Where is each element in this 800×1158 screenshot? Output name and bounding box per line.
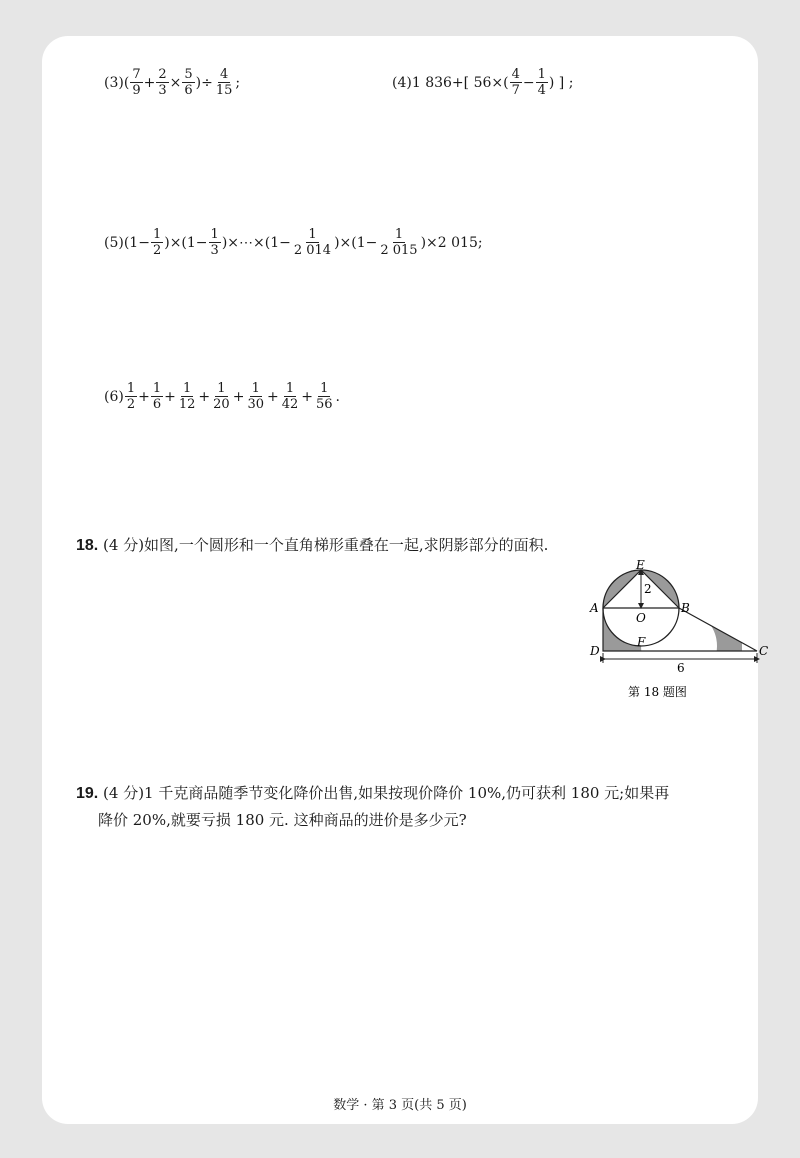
- label-f: F: [637, 635, 646, 649]
- fraction: [125, 382, 137, 411]
- label-radius: 2: [644, 582, 652, 596]
- problem-4: [392, 68, 573, 97]
- fraction: [130, 68, 142, 97]
- question-number: 18.: [76, 537, 99, 554]
- denominator: 2 014: [293, 243, 332, 258]
- expression-text: 1 836+[ 56×(: [411, 74, 509, 91]
- operator: ×: [169, 74, 182, 91]
- fraction: [151, 228, 163, 257]
- operator: +: [232, 388, 245, 405]
- problem-5-label: (5): [104, 234, 124, 251]
- numerator: 1: [152, 381, 162, 396]
- fraction: [182, 68, 194, 97]
- label-base: 6: [677, 661, 685, 675]
- numerator: 1: [251, 381, 260, 396]
- expression-text: (1−: [123, 234, 150, 251]
- operator: −: [522, 74, 535, 91]
- denominator: 12: [178, 397, 196, 412]
- problem-6-label: (6): [104, 388, 124, 405]
- exam-page: [42, 36, 769, 1124]
- problem-3: [104, 68, 240, 97]
- fraction: [245, 382, 266, 411]
- fraction: [211, 382, 232, 411]
- operator: +: [301, 388, 313, 405]
- fraction: [214, 68, 235, 97]
- operator: +: [143, 74, 156, 91]
- figure-caption: 第 18 题图: [628, 685, 687, 699]
- operator: +: [198, 388, 211, 405]
- page-footer: 数学 · 第 3 页(共 5 页): [333, 1098, 467, 1113]
- operator: )÷: [195, 74, 213, 91]
- label-d: D: [590, 644, 600, 658]
- problem-3-label: (3): [104, 74, 124, 91]
- problem-5: [104, 228, 483, 257]
- numerator: 1: [217, 381, 226, 396]
- fraction: [209, 228, 221, 257]
- question-19: [76, 780, 669, 833]
- fraction: [536, 68, 548, 97]
- denominator: 2: [152, 243, 162, 258]
- denominator: 2: [126, 397, 136, 412]
- fraction: [510, 68, 522, 97]
- denominator: 3: [210, 243, 219, 258]
- denominator: 3: [158, 83, 167, 98]
- numerator: 1: [210, 227, 219, 242]
- denominator: 9: [132, 83, 141, 98]
- label-b: B: [681, 601, 690, 615]
- denominator: 7: [511, 83, 520, 98]
- fraction: [156, 68, 168, 97]
- numerator: 1: [394, 227, 404, 242]
- expression-text: )×2 015;: [420, 234, 483, 251]
- label-e: E: [636, 558, 645, 572]
- denominator: 4: [537, 83, 546, 98]
- expression-text: ) ] ;: [548, 74, 574, 91]
- operator: +: [138, 388, 150, 405]
- punctuation: .: [335, 388, 340, 405]
- fraction: [280, 382, 301, 411]
- denominator: 2 015: [380, 243, 418, 258]
- expression-text: )×(1−: [164, 234, 208, 251]
- fraction: [292, 228, 333, 257]
- numerator: 5: [184, 67, 193, 82]
- expression-text: )×⋯×(1−: [221, 234, 291, 251]
- denominator: 6: [184, 83, 193, 98]
- fraction: [378, 228, 419, 257]
- denominator: 42: [281, 397, 299, 412]
- expression-text: )×(1−: [334, 234, 378, 251]
- numerator: 1: [285, 381, 295, 396]
- numerator: 1: [183, 381, 192, 396]
- numerator: 1: [126, 381, 136, 396]
- fraction: [177, 382, 198, 411]
- denominator: 20: [213, 397, 230, 412]
- fraction: [314, 382, 335, 411]
- operator: +: [266, 388, 279, 405]
- fraction: [151, 382, 163, 411]
- problem-6: [104, 382, 340, 411]
- label-c: C: [759, 644, 769, 658]
- denominator: 30: [247, 397, 264, 412]
- problem-4-label: (4): [392, 74, 412, 91]
- numerator: 1: [320, 381, 329, 396]
- numerator: 1: [152, 227, 162, 242]
- denominator: 56: [316, 397, 333, 412]
- numerator: 1: [537, 67, 546, 82]
- question-text-line-2: 降价 20%,就要亏损 180 元. 这种商品的进价是多少元?: [98, 811, 467, 829]
- denominator: 6: [152, 397, 162, 412]
- question-text-line-1: (4 分)1 千克商品随季节变化降价出售,如果按现价降价 10%,仍可获利 180 元;如果再: [103, 784, 670, 802]
- paren: (: [123, 74, 130, 91]
- question-text: (4 分)如图,一个圆形和一个直角梯形重叠在一起,求阴影部分的面积.: [103, 536, 549, 554]
- question-number: 19.: [76, 785, 99, 802]
- numerator: 7: [132, 67, 141, 82]
- question-18: [76, 532, 548, 559]
- label-a: A: [590, 601, 599, 615]
- numerator: 2: [158, 67, 167, 82]
- operator: +: [164, 388, 176, 405]
- figure-18: [582, 558, 769, 700]
- numerator: 4: [511, 67, 520, 82]
- numerator: 4: [219, 67, 229, 82]
- numerator: 1: [308, 227, 317, 242]
- denominator: 15: [215, 83, 233, 98]
- punctuation: ;: [235, 74, 241, 91]
- label-o: O: [636, 611, 646, 625]
